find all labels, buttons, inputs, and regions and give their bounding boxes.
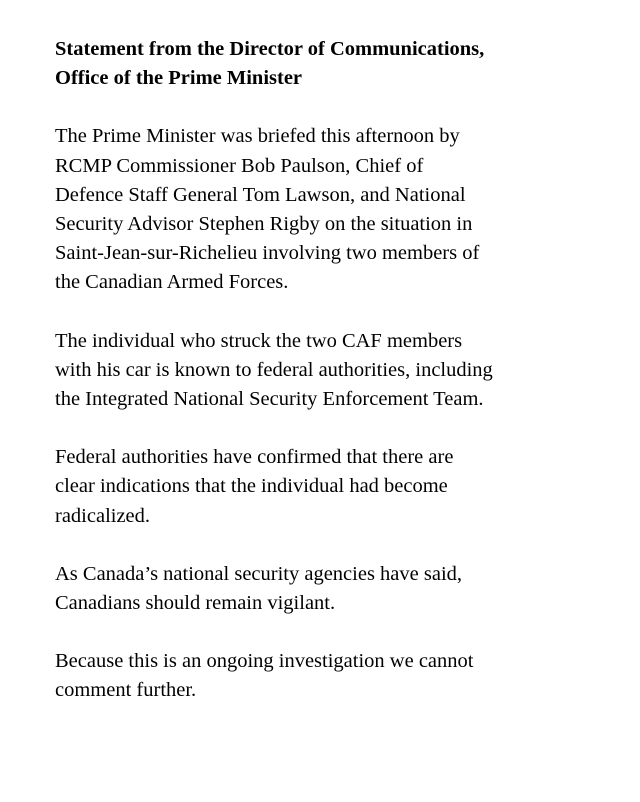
statement-paragraph-briefing: The Prime Minister was briefed this afternoon by RCMP Commissioner Bob Paulson, Chief of Defence Staff General Tom Lawson, and National Security Advisor Stephen Rigby on the situation in Saint-Jean-sur-Richelieu involving two members of the Canadian Armed Forces. <box>55 125 480 294</box>
statement-document <box>55 35 495 706</box>
statement-paragraph-vigilant: As Canada’s national security agencies have said, Canadians should remain vigilant. <box>55 562 463 615</box>
statement-paragraph-radicalized: Federal authorities have confirmed that there are clear indications that the individual had become radicalized. <box>55 446 454 527</box>
statement-title: Statement from the Director of Communications, Office of the Prime Minister <box>55 38 485 90</box>
statement-paragraph-investigation: Because this is an ongoing investigation we cannot comment further. <box>55 650 474 702</box>
statement-paragraph-individual: The individual who struck the two CAF members with his car is known to federal authorities, including the Integrated National Security Enforcement Team. <box>55 329 493 411</box>
